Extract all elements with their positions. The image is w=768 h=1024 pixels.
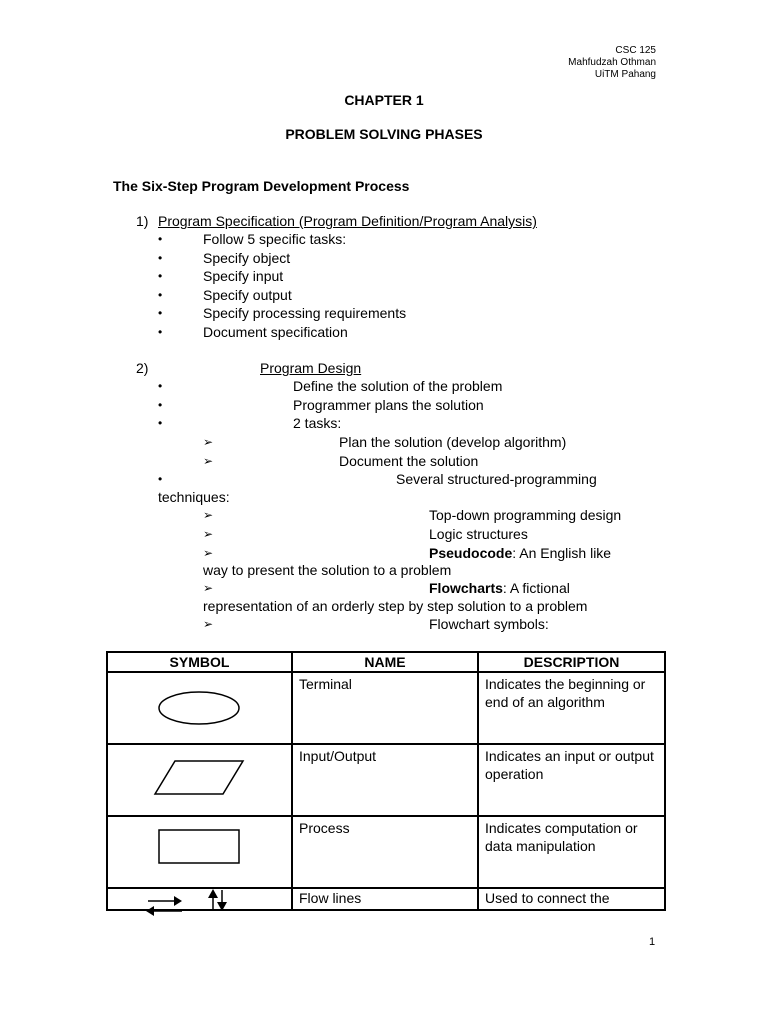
step2-bullet: 2 tasks: xyxy=(293,415,342,431)
techniques-intro-cont: techniques: xyxy=(158,489,230,505)
step2-bullet: Define the solution of the problem xyxy=(293,378,503,394)
step1-bullet: Specify output xyxy=(203,287,292,303)
step1-bullet: Document specification xyxy=(203,324,348,340)
bullet-icon: • xyxy=(158,306,163,320)
symbol-name: Process xyxy=(292,816,478,888)
bullet-icon: • xyxy=(158,416,163,430)
bullet-icon: • xyxy=(158,232,163,246)
header-institution: UiTM Pahang xyxy=(594,69,656,80)
symbol-name: Terminal xyxy=(292,672,478,744)
symbol-cell xyxy=(107,672,292,744)
step1-bullet: Specify object xyxy=(203,250,291,266)
table-row xyxy=(107,744,665,816)
arrow-bullet-icon: ➢ xyxy=(203,508,214,522)
symbol-description: Used to connect the xyxy=(478,888,665,910)
bullet-icon: • xyxy=(158,379,163,393)
pseudocode-term: Pseudocode xyxy=(429,545,513,561)
arrow-bullet-icon: ➢ xyxy=(203,527,214,541)
technique-pseudocode-cont: way to present the solution to a problem xyxy=(203,562,452,578)
bullet-icon: • xyxy=(158,398,163,412)
symbol-cell xyxy=(107,744,292,816)
step2-title: Program Design xyxy=(260,360,362,376)
topic-title: PROBLEM SOLVING PHASES xyxy=(285,126,483,142)
bullet-icon: • xyxy=(158,325,163,339)
symbol-description: Indicates an input or output operation xyxy=(478,744,665,816)
symbol-cell xyxy=(107,816,292,888)
table-header-row xyxy=(107,652,665,672)
terminal-oval-icon xyxy=(108,673,291,739)
page-number: 1 xyxy=(649,936,656,948)
table-row xyxy=(107,816,665,888)
column-header-name: NAME xyxy=(292,652,478,672)
flowcharts-rest: : A fictional xyxy=(502,580,570,596)
section-heading: The Six-Step Program Development Process xyxy=(113,178,410,194)
step1-number: 1) xyxy=(136,213,149,229)
arrow-bullet-icon: ➢ xyxy=(203,454,214,468)
step2-task: Document the solution xyxy=(339,453,479,469)
arrow-bullet-icon: ➢ xyxy=(203,581,214,595)
column-header-symbol: SYMBOL xyxy=(107,652,292,672)
step2-bullet: Programmer plans the solution xyxy=(293,397,484,413)
technique-pseudocode xyxy=(429,544,611,562)
flow-lines-arrows-icon xyxy=(140,884,240,920)
header-course: CSC 125 xyxy=(615,45,656,56)
pseudocode-rest: : An English like xyxy=(512,545,612,561)
input-output-parallelogram-icon xyxy=(108,745,291,811)
step2-number: 2) xyxy=(136,360,149,376)
symbol-name: Input/Output xyxy=(292,744,478,816)
table-row xyxy=(107,672,665,744)
flowchart-symbols-table xyxy=(106,651,666,911)
step1-bullet: Specify processing requirements xyxy=(203,305,407,321)
symbol-description: Indicates computation or data manipulation xyxy=(478,816,665,888)
flowcharts-term: Flowcharts xyxy=(429,580,503,596)
technique-flowcharts-cont: representation of an orderly step by step solution to a problem xyxy=(203,598,588,614)
step2-task: Plan the solution (develop algorithm) xyxy=(339,434,567,450)
step1-bullet: Follow 5 specific tasks: xyxy=(203,231,347,247)
process-rectangle-icon xyxy=(108,817,291,883)
technique-flowcharts xyxy=(429,579,570,597)
step1-bullet: Specify input xyxy=(203,268,284,284)
symbol-description: Indicates the beginning or end of an algorithm xyxy=(478,672,665,744)
technique-symbols: Flowchart symbols: xyxy=(429,616,549,632)
bullet-icon: • xyxy=(158,269,163,283)
bullet-icon: • xyxy=(158,472,163,486)
header-author: Mahfudzah Othman xyxy=(568,57,656,68)
chapter-title: CHAPTER 1 xyxy=(344,92,424,108)
column-header-description: DESCRIPTION xyxy=(478,652,665,672)
techniques-intro: Several structured-programming xyxy=(396,471,597,487)
bullet-icon: • xyxy=(158,288,163,302)
arrow-bullet-icon: ➢ xyxy=(203,546,214,560)
arrow-bullet-icon: ➢ xyxy=(203,435,214,449)
bullet-icon: • xyxy=(158,251,163,265)
symbol-name: Flow lines xyxy=(292,888,478,910)
arrow-bullet-icon: ➢ xyxy=(203,617,214,631)
step1-title: Program Specification (Program Definition/Program Analysis) xyxy=(158,213,537,229)
technique-topdown: Top-down programming design xyxy=(429,507,622,523)
technique-logic: Logic structures xyxy=(429,526,528,542)
